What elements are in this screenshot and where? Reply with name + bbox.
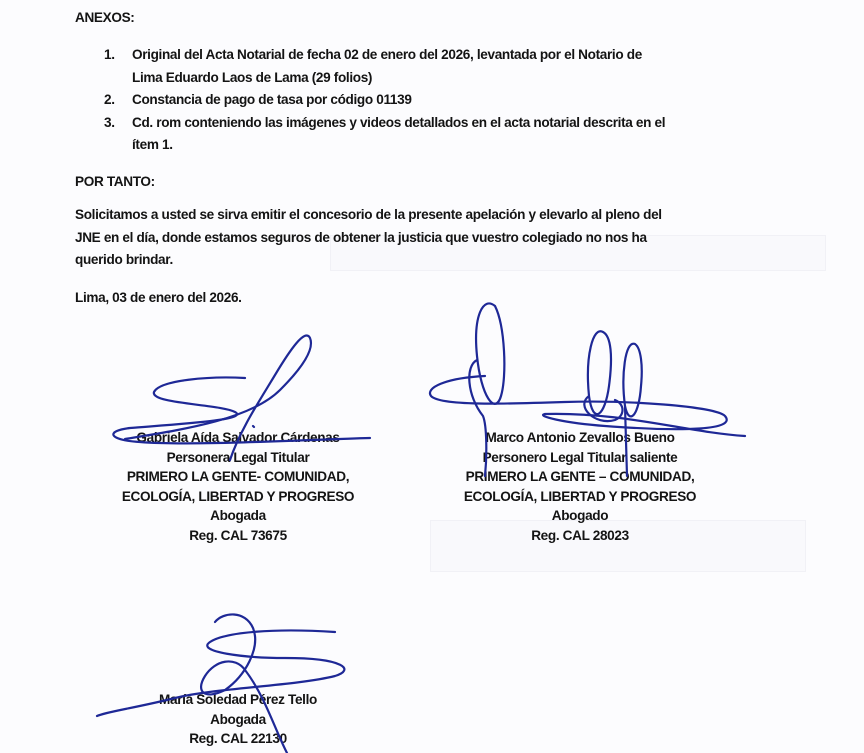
signatory-block-1 (88, 428, 388, 545)
signatory-party-line: ECOLOGÍA, LIBERTAD Y PROGRESO (463, 488, 697, 504)
signatory-registration: Reg. CAL 73675 (189, 527, 287, 543)
signatory-party-line: PRIMERO LA GENTE – COMUNIDAD, (465, 469, 695, 484)
request-paragraph (75, 204, 845, 272)
request-line: JNE en el día, donde estamos seguros de obtener la justicia que vuestro colegiado no nos ha (75, 229, 647, 245)
signatory-name: Marco Antonio Zevallos Bueno (485, 430, 675, 445)
annex-number: 3. (104, 114, 115, 130)
signatory-profession: Abogada (210, 508, 266, 523)
signatory-role: Personero Legal Titular saliente (482, 449, 678, 465)
annex-number: 1. (104, 47, 115, 62)
annex-item (104, 112, 844, 157)
signatory-registration: Reg. CAL 28023 (531, 527, 629, 543)
annex-item (104, 89, 844, 112)
annex-text-line: Lima Eduardo Laos de Lama (29 folios) (132, 69, 373, 85)
signatory-name: Gabriela Aída Salvador Cárdenas (136, 430, 340, 445)
annex-number: 2. (104, 92, 115, 107)
request-line: querido brindar. (75, 252, 173, 267)
signatory-profession: Abogado (551, 508, 609, 523)
annex-item (104, 44, 844, 89)
request-line: Solicitamos a usted se sirva emitir el concesorio de la presente apelación y elevarlo al pleno del (75, 207, 662, 222)
por-tanto-heading: POR TANTO: (75, 174, 155, 189)
annexes-heading: ANEXOS: (75, 10, 135, 25)
annex-text-line: Constancia de pago de tasa por código 01139 (132, 92, 412, 107)
signatory-profession: Abogada (210, 711, 266, 727)
signatory-party-line: PRIMERO LA GENTE- COMUNIDAD, (126, 469, 350, 484)
signatory-name: María Soledad Pérez Tello (159, 692, 317, 707)
annex-text-line: ítem 1. (132, 137, 173, 152)
signatory-block-3 (88, 690, 388, 749)
annex-text-line: Original del Acta Notarial de fecha 02 de enero del 2026, levantada por el Notario de (132, 47, 642, 62)
signatory-role: Personera Legal Titular (166, 449, 310, 465)
place-and-date: Lima, 03 de enero del 2026. (75, 290, 242, 305)
annexes-list (104, 44, 844, 157)
annex-text-line: Cd. rom conteniendo las imágenes y videos detallados en el acta notarial descrita en el (132, 114, 666, 130)
signatory-registration: Reg. CAL 22130 (189, 731, 287, 746)
signatory-party-line: ECOLOGÍA, LIBERTAD Y PROGRESO (121, 488, 355, 504)
signatory-block-2 (430, 428, 730, 545)
